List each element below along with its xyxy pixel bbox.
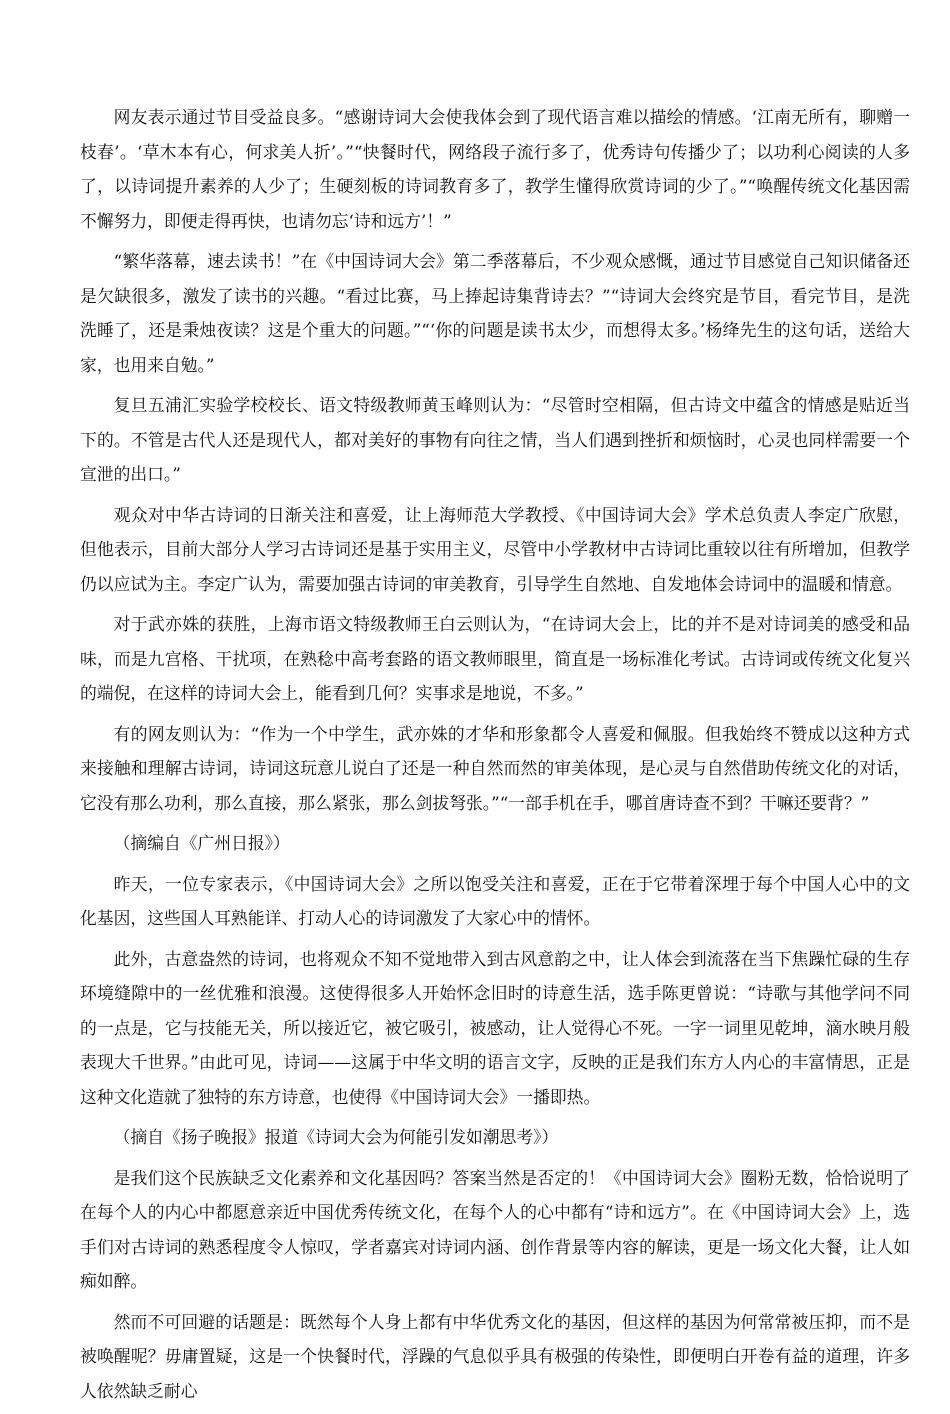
- paragraph-li-dingguang: 观众对中华古诗词的日渐关注和喜爱，让上海师范大学教授、《中国诗词大会》学术总负责人李定广欣慰，但他表示，目前大部分人学习古诗词还是基于实用主义，尽管中小学教材中古诗词比重较以往有所增加，但教学仍以应试为主。李定广认为，需要加强古诗词的审美教育，引导学生自然地、自发地体会诗词中的温暖和情意。: [80, 504, 910, 594]
- paragraph-expert-view: 昨天，一位专家表示，《中国诗词大会》之所以饱受关注和喜爱，正在于它带着深埋于每个中国人心中的文化基因，这些国人耳熟能详、打动人心的诗词激发了大家心中的情怀。: [80, 873, 910, 928]
- paragraph-fast-food-era: 然而不可回避的话题是：既然每个人身上都有中华优秀文化的基因，但这样的基因为何常常被压抑，而不是被唤醒呢？毋庸置疑，这是一个快餐时代，浮躁的气息似乎具有极强的传染性，即便明白开卷有益的道理，许多人依然缺乏耐心: [80, 1311, 910, 1401]
- paragraph-poetic-life: 此外，古意盎然的诗词，也将观众不知不觉地带入到古风意韵之中，让人体会到流落在当下焦躁忙碌的生存环境缝隙中的一丝优雅和浪漫。这使得很多人开始怀念旧时的诗意生活，选手陈更曾说：“诗歌与其他学问不同的一点是，它与技能无关，所以接近它，被它吸引，被感动，让人觉得心不死。一字一词里见乾坤，滴水映月般表现大千世界。”由此可见，诗词——这属于中华文明的语言文字，反映的正是我们东方人内心的丰富情思，正是这种文化造就了独特的东方诗意，也使得《中国诗词大会》一播即热。: [80, 948, 910, 1107]
- source-guangzhou-daily: （摘编自《广州日报》）: [113, 833, 290, 853]
- paragraph-netizen-benefits: 网友表示通过节目受益良多。“感谢诗词大会使我体会到了现代语言难以描绘的情感。‘江南无所有，聊赠一枝春’。‘草木本有心，何求美人折’。”“快餐时代，网络段子流行多了，优秀诗句传播少了；以功利心阅读的人多了，以诗词提升素养的人少了；生硬刻板的诗词教育多了，教学生懂得欣赏诗词的少了。”“唤醒传统文化基因需不懈努力，即便走得再快，也请勿忘‘诗和远方’！”: [80, 107, 910, 231]
- paragraph-read-books: “繁华落幕，速去读书！”在《中国诗词大会》第二季落幕后，不少观众感慨，通过节目感觉自己知识储备还是欠缺很多，激发了读书的兴趣。“看过比赛，马上捧起诗集背诗去？”“诗词大会终究是节目，看完节目，是洗洗睡了，还是秉烛夜读？这是个重大的问题。”“‘你的问题是读书太少，而想得太多。’杨绛先生的这句话，送给大家，也用来自勉。”: [80, 251, 910, 375]
- source-yangtse-evening-post: （摘自《扬子晚报》报道《诗词大会为何能引发如潮思考》）: [113, 1127, 559, 1147]
- paragraph-netizen-opinion: 有的网友则认为：“作为一个中学生，武亦姝的才华和形象都令人喜爱和佩服。但我始终不赞成以这种方式来接触和理解古诗词，诗词这玩意儿说白了还是一种自然而然的审美体现，是心灵与自然借助传统文化的对话，它没有那么功利，那么直接，那么紧张，那么剑拔弩张。”“一部手机在手，哪首唐诗查不到？干嘛还要背？”: [80, 723, 910, 813]
- paragraph-wang-baiyun: 对于武亦姝的获胜，上海市语文特级教师王白云则认为，“在诗词大会上，比的并不是对诗词美的感受和品味，而是九宫格、干扰项，在熟稔中高考套路的语文教师眼里，简直是一场标准化考试。古诗词或传统文化复兴的端倪，在这样的诗词大会上，能看到几何？实事求是地说，不多。”: [80, 614, 910, 703]
- paragraph-huang-yufeng: 复旦五浦汇实验学校校长、语文特级教师黄玉峰则认为：“尽管时空相隔，但古诗文中蕴含的情感是贴近当下的。不管是古代人还是现代人，都对美好的事物有向往之情，当人们遇到挫折和烦恼时，心灵也同样需要一个宣泄的出口。”: [80, 395, 910, 484]
- document-page: [80, 100, 910, 1414]
- paragraph-cultural-gene: 是我们这个民族缺乏文化素养和文化基因吗？答案当然是否定的！《中国诗词大会》圈粉无数，恰恰说明了在每个人的内心中都愿意亲近中国优秀传统文化，在每个人的心中都有“诗和远方”。在《中国诗词大会》上，选手们对古诗词的熟悉程度令人惊叹，学者嘉宾对诗词内涵、创作背景等内容的解读，更是一场文化大餐，让人如痴如醉。: [80, 1167, 910, 1291]
